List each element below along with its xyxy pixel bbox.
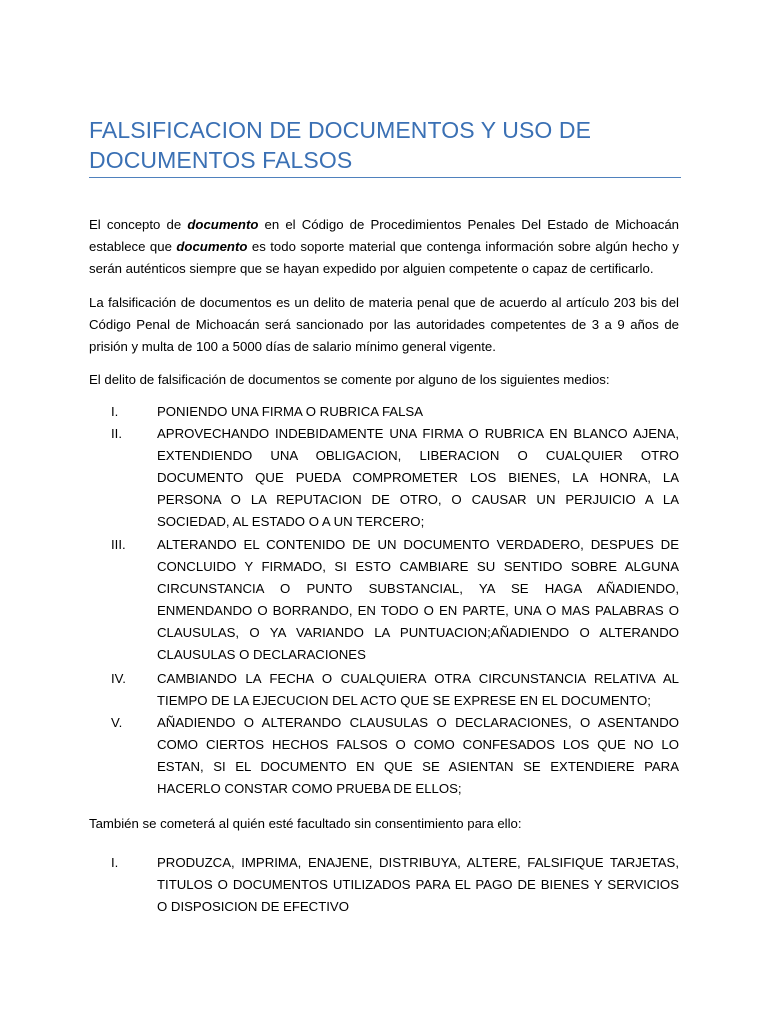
p1-text-a: El concepto de <box>89 217 188 232</box>
list-number: I. <box>111 855 119 870</box>
list-text: PONIENDO UNA FIRMA O RUBRICA FALSA <box>157 404 424 419</box>
document-title: FALSIFICACION DE DOCUMENTOS Y USO DE DOCUMENTOS FALSOS <box>89 117 592 173</box>
p1-text-e: es todo soporte material que contenga información sobre algún hecho y serán auténticos siempre que se hayan expedido por alguien competente o capaz de certificarlo. <box>89 239 679 276</box>
paragraph-means-intro: El delito de falsificación de documentos se comente por alguno de los siguientes medios: <box>89 372 610 387</box>
paragraph-also-committed: También se cometerá al quién esté facultado sin consentimiento para ello: <box>89 816 522 831</box>
p1-text-c: en el Código de Procedimientos Penales Del Estado de Michoacán establece que <box>89 217 679 254</box>
list-text: ALTERANDO EL CONTENIDO DE UN DOCUMENTO VERDADERO, DESPUES DE CONCLUIDO Y FIRMADO, SI ESTO CAMBIARE SU SENTIDO SOBRE ALGUNA CIRCUNSTANCIA O PUNTO SUBSTANCIAL, YA SE HAGA AÑADIENDO, ENMENDANDO O BORRANDO, EN TODO O EN PARTE, UNA O MAS PALABRAS O CLAUSULAS, O YA VARIANDO LA PUNTUACION;AÑADIENDO O ALTERANDO CLAUSULAS O DECLARACIONES <box>157 537 679 662</box>
list-text: AÑADIENDO O ALTERANDO CLAUSULAS O DECLARACIONES, O ASENTANDO COMO CIERTOS HECHOS FALSOS O COMO CONFESADOS LOS QUE NO LO ESTAN, SI EL DOCUMENTO EN QUE SE ASIENTAN SE EXTENDIERE PARA HACERLO CONSTAR COMO PRUEBA DE ELLOS; <box>157 715 679 796</box>
list-number: V. <box>111 715 123 730</box>
p1-term-documento-2: documento <box>176 239 248 254</box>
title-underline <box>89 177 681 178</box>
list-number: IV. <box>111 671 126 686</box>
paragraph-penalty: La falsificación de documentos es un delito de materia penal que de acuerdo al artículo 203 bis del Código Penal de Michoacán será sancionado por las autoridades competentes de 3 a 9 años de prisión y multa de 100 a 5000 días de salario mínimo general vigente. <box>89 295 679 354</box>
list-number: III. <box>111 537 126 552</box>
paragraph-concept <box>89 214 679 280</box>
p1-term-documento: documento <box>187 217 259 232</box>
list-text: APROVECHANDO INDEBIDAMENTE UNA FIRMA O RUBRICA EN BLANCO AJENA, EXTENDIENDO UNA OBLIGACION, LIBERACION O CUALQUIER OTRO DOCUMENTO QUE PUEDA COMPROMETER LOS BIENES, LA HONRA, LA PERSONA O LA REPUTACION DE OTRO, O CAUSAR UN PERJUICIO A LA SOCIEDAD, AL ESTADO O A UN TERCERO; <box>157 426 679 529</box>
list-text: PRODUZCA, IMPRIMA, ENAJENE, DISTRIBUYA, ALTERE, FALSIFIQUE TARJETAS, TITULOS O DOCUMENTOS UTILIZADOS PARA EL PAGO DE BIENES Y SERVICIOS O DISPOSICION DE EFECTIVO <box>157 855 679 914</box>
list-number: II. <box>111 426 122 441</box>
list-text: CAMBIANDO LA FECHA O CUALQUIERA OTRA CIRCUNSTANCIA RELATIVA AL TIEMPO DE LA EJECUCION DEL ACTO QUE SE EXPRESE EN EL DOCUMENTO; <box>157 671 679 708</box>
list-number: I. <box>111 404 119 419</box>
